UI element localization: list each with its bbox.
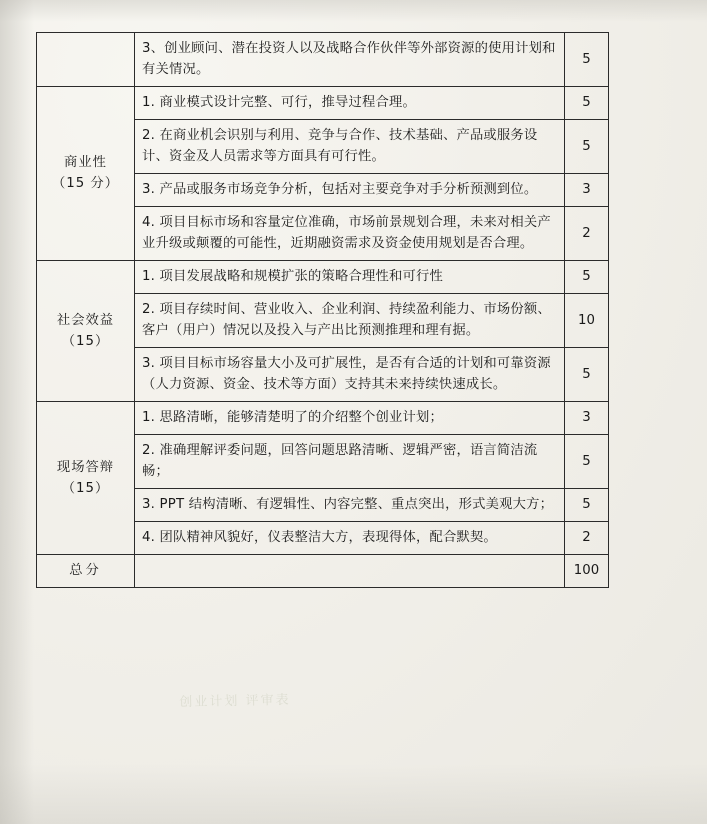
criteria-cell: 1. 思路清晰，能够清楚明了的介绍整个创业计划； bbox=[135, 402, 565, 435]
score-cell: 3 bbox=[565, 402, 609, 435]
criteria-cell: 3. 产品或服务市场竞争分析，包括对主要竞争对手分析预测到位。 bbox=[135, 174, 565, 207]
category-label: 商业性 bbox=[64, 155, 107, 170]
category-cell bbox=[37, 87, 135, 261]
criteria-cell: 2. 项目存续时间、营业收入、企业利润、持续盈利能力、市场份额、客户（用户）情况以及投入与产出比预测推理和理有据。 bbox=[135, 294, 565, 348]
table-row-total bbox=[37, 555, 609, 588]
criteria-cell: 1. 项目发展战略和规模扩张的策略合理性和可行性 bbox=[135, 261, 565, 294]
category-cell bbox=[37, 402, 135, 555]
criteria-cell: 4. 项目目标市场和容量定位准确，市场前景规划合理，未来对相关产业升级或颠覆的可能性，近期融资需求及资金使用规划是否合理。 bbox=[135, 207, 565, 261]
criteria-cell: 3、创业顾问、潜在投资人以及战略合作伙伴等外部资源的使用计划和有关情况。 bbox=[135, 33, 565, 87]
criteria-cell: 3. 项目目标市场容量大小及可扩展性，是否有合适的计划和可靠资源（人力资源、资金、技术等方面）支持其未来持续快速成长。 bbox=[135, 348, 565, 402]
table-row bbox=[37, 87, 609, 120]
score-cell: 5 bbox=[565, 87, 609, 120]
category-points: （15） bbox=[61, 333, 110, 349]
criteria-cell: 2. 准确理解评委问题，回答问题思路清晰、逻辑严密，语言简洁流畅； bbox=[135, 435, 565, 489]
total-desc bbox=[135, 555, 565, 588]
category-label: 社会效益 bbox=[56, 312, 115, 328]
score-cell: 5 bbox=[565, 348, 609, 402]
table-row bbox=[37, 402, 609, 435]
criteria-cell: 1. 商业模式设计完整、可行，推导过程合理。 bbox=[135, 87, 565, 120]
score-cell: 2 bbox=[565, 207, 609, 261]
category-points: （15 分） bbox=[51, 176, 120, 191]
score-cell: 10 bbox=[565, 294, 609, 348]
score-cell: 5 bbox=[565, 435, 609, 489]
category-cell bbox=[37, 261, 135, 402]
category-label: 现场答辩 bbox=[56, 459, 115, 475]
scoring-table bbox=[36, 32, 609, 588]
score-cell: 5 bbox=[565, 120, 609, 174]
score-cell: 5 bbox=[565, 489, 609, 522]
table-row bbox=[37, 261, 609, 294]
category-points: （15） bbox=[61, 480, 110, 496]
score-cell: 2 bbox=[565, 522, 609, 555]
criteria-cell: 2. 在商业机会识别与利用、竞争与合作、技术基础、产品或服务设计、资金及人员需求等方面具有可行性。 bbox=[135, 120, 565, 174]
scoring-table-container bbox=[36, 32, 608, 588]
score-cell: 5 bbox=[565, 261, 609, 294]
total-label: 总分 bbox=[37, 555, 135, 588]
score-cell: 3 bbox=[565, 174, 609, 207]
total-score: 100 bbox=[565, 555, 609, 588]
table-row bbox=[37, 33, 609, 87]
score-cell: 5 bbox=[565, 33, 609, 87]
category-cell bbox=[37, 33, 135, 87]
criteria-cell: 4. 团队精神风貌好，仪表整洁大方，表现得体，配合默契。 bbox=[135, 522, 565, 555]
criteria-cell: 3. PPT 结构清晰、有逻辑性、内容完整、重点突出，形式美观大方； bbox=[135, 489, 565, 522]
